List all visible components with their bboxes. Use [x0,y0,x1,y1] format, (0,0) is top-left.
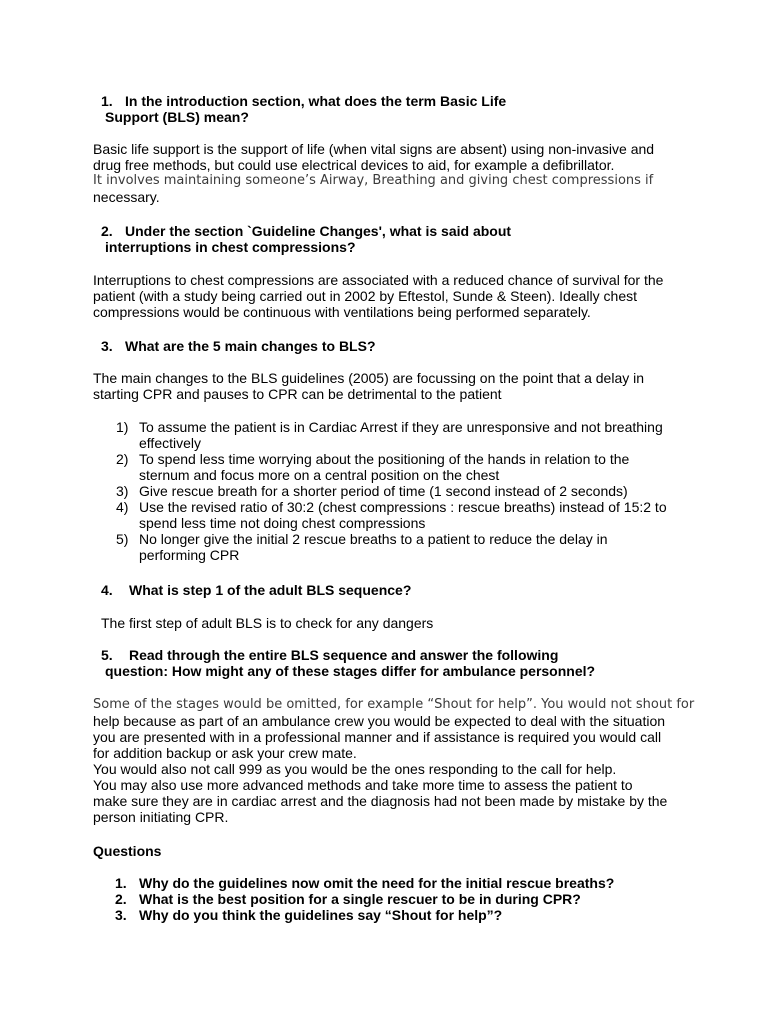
answer-2-line-1: Interruptions to chest compressions are associated with a reduced chance of survival for the [93,272,664,288]
list-item-number: 2. [115,891,127,907]
answer-1-line-3: It involves maintaining someone’s Airway, Breathing and giving chest compressions if [93,173,654,188]
answer-1-line-2: drug free methods, but could use electrical devices to aid, for example a defibrillator. [93,157,615,173]
list-item-line-2: performing CPR [139,547,240,563]
list-item [93,451,693,483]
answer-5-line-4: for addition backup or ask your crew mate. [93,745,357,761]
list-item [93,875,693,891]
questions-heading: Questions [93,843,162,859]
answer-1-line-1: Basic life support is the support of life (when vital signs are absent) using non-invasive and [93,141,655,157]
question-1-line-1: In the introduction section, what does the term Basic Life [125,93,507,109]
answer-3-line-2: starting CPR and pauses to CPR can be detrimental to the patient [93,386,502,402]
list-item [93,907,693,923]
answer-2-line-2: patient (with a study being carried out in 2002 by Eftestol, Sunde & Steen). Ideally chest [93,288,637,304]
answer-5-line-6: You may also use more advanced methods and take more time to assess the patient to [93,777,633,793]
question-2-line-1: Under the section `Guideline Changes', what is said about [125,223,512,239]
answer-2-line-3: compressions would be continuous with ventilations being performed separately. [93,304,591,320]
question-2-line-2: interruptions in chest compressions? [105,239,356,255]
bls-changes-list [93,419,693,563]
answer-3 [93,370,693,402]
question-4-text: What is step 1 of the adult BLS sequence? [129,582,412,598]
question-1 [101,93,506,125]
answer-5-line-8: person initiating CPR. [93,809,229,825]
list-item-number: 3. [115,907,127,923]
question-1-number: 1. [101,93,113,109]
answer-5 [93,697,693,825]
question-2-number: 2. [101,223,113,239]
list-item-text: Why do you think the guidelines say “Shout for help”? [139,907,503,923]
answer-1-line-4: necessary. [93,189,160,205]
question-3-number: 3. [101,338,113,354]
list-item-line-1: To assume the patient is in Cardiac Arrest if they are unresponsive and not breathing [139,419,663,435]
answer-5-line-1: Some of the stages would be omitted, for example “Shout for help”. You would not shout for [93,697,695,712]
questions-list [93,875,693,923]
list-item [93,419,693,451]
list-item [93,483,693,499]
answer-3-line-1: The main changes to the BLS guidelines (2005) are focussing on the point that a delay in [93,370,645,386]
question-3-text: What are the 5 main changes to BLS? [125,338,376,354]
list-item-number: 4) [116,499,129,515]
question-1-line-2: Support (BLS) mean? [105,109,249,125]
answer-4-text: The first step of adult BLS is to check for any dangers [101,615,434,631]
list-item-text: What is the best position for a single rescuer to be in during CPR? [139,891,581,907]
question-4-number: 4. [101,582,113,598]
list-item-line-1: No longer give the initial 2 rescue breaths to a patient to reduce the delay in [139,531,608,547]
question-2 [101,223,511,255]
list-item-line-2: sternum and focus more on a central position on the chest [139,467,500,483]
answer-5-line-2: help because as part of an ambulance crew you would be expected to deal with the situation [93,713,666,729]
answer-2 [93,272,693,320]
list-item-number: 3) [116,483,129,499]
list-item-line-1: Give rescue breath for a shorter period of time (1 second instead of 2 seconds) [139,483,628,499]
list-item-text: Why do the guidelines now omit the need for the initial rescue breaths? [139,875,615,891]
list-item-line-1: To spend less time worrying about the positioning of the hands in relation to the [139,451,630,467]
question-5 [101,647,595,679]
answer-5-line-7: make sure they are in cardiac arrest and the diagnosis had not been made by mistake by the [93,793,668,809]
list-item [93,499,693,531]
question-5-line-2: question: How might any of these stages differ for ambulance personnel? [105,663,596,679]
answer-5-line-3: you are presented with in a professional manner and if assistance is required you would call [93,729,662,745]
list-item-line-2: spend less time not doing chest compressions [139,515,426,531]
answer-5-line-5: You would also not call 999 as you would be the ones responding to the call for help. [93,761,617,777]
list-item-line-1: Use the revised ratio of 30:2 (chest compressions : rescue breaths) instead of 15:2 to [139,499,667,515]
list-item-number: 1) [116,419,129,435]
question-3 [101,338,376,354]
answer-4 [101,615,701,631]
list-item-number: 2) [116,451,129,467]
list-item-line-2: effectively [139,435,201,451]
list-item-number: 5) [116,531,129,547]
list-item [93,891,693,907]
question-5-line-1: Read through the entire BLS sequence and answer the following [129,647,559,663]
question-4 [101,582,411,598]
list-item-number: 1. [115,875,127,891]
list-item [93,531,693,563]
answer-1 [93,141,693,205]
question-5-number: 5. [101,647,113,663]
